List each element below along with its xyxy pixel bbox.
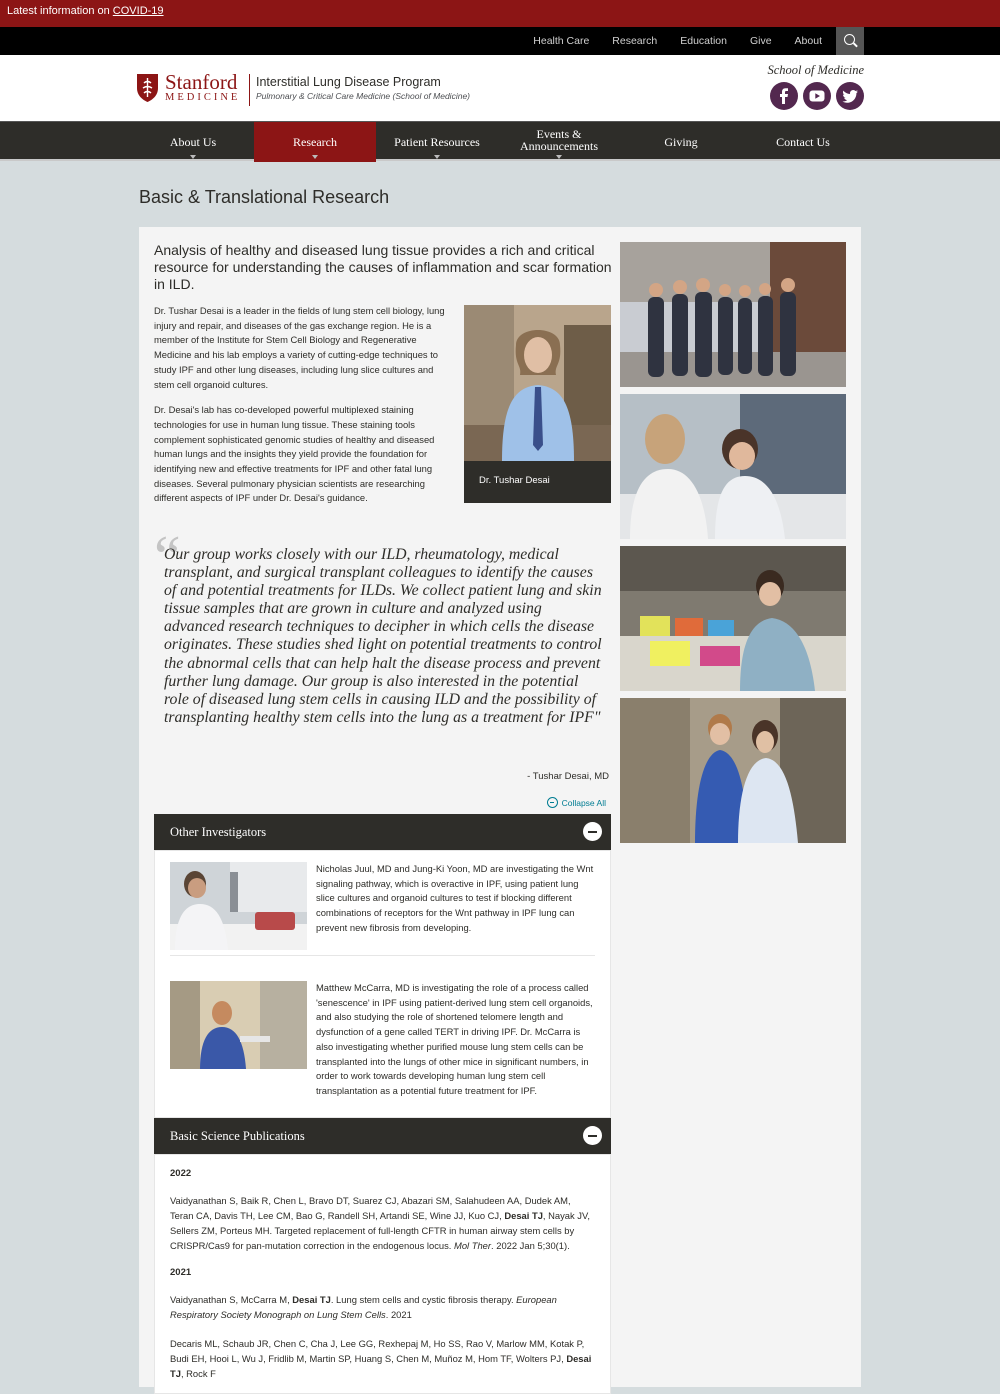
nav-contact-us[interactable] — [742, 122, 864, 162]
twitter-icon[interactable] — [836, 82, 864, 110]
collapse-icon — [547, 797, 558, 808]
nav-events-announcements[interactable] — [498, 122, 620, 162]
utility-link-health-care[interactable]: Health Care — [533, 35, 590, 47]
pub-title: . Lung stem cells and cystic fibrosis therapy. — [330, 1294, 517, 1305]
lead-paragraph: Analysis of healthy and diseased lung tissue provides a rich and critical resource for understanding the causes of inflammation and scar formation in ILD. — [154, 242, 612, 292]
minus-circle-icon[interactable] — [583, 1126, 602, 1145]
caret-down-icon — [312, 155, 318, 159]
main-nav — [0, 121, 1000, 161]
utility-link-about[interactable]: About — [794, 35, 822, 47]
pub-authors: Vaidyanathan S, Baik R, Chen L, Bravo DT, Suarez CJ, Abazari SM, Salahudeen AA, Dudek AM, Teran CA, Davis TH, Lee CM, Bao G, Randell SH, Artandi SE, Wine JJ, Kuo CJ, — [170, 1195, 571, 1221]
desai-portrait-photo — [464, 305, 611, 461]
utility-link-research[interactable]: Research — [612, 35, 658, 47]
pull-quote: Our group works closely with our ILD, rheumatology, medical transplant, and surgical transplant colleagues to identify the causes of and potential treatments for ILDs. We collect patient lung and skin tissue samples that are grown in culture and analyzed using advanced research techniques to decipher in which cells the disease originates. These studies shed light on potential treatments to control the abnormal cells that can help halt the disease process and prevent further lung damage. Our group is also interested in the potential role of diseased lung stem cells in causing ILD and the possibility of transplanting healthy stem cells into the lung as a treatment for IPF" — [164, 546, 602, 726]
publication-entry — [170, 1193, 595, 1253]
page-title: Basic & Translational Research — [139, 187, 390, 207]
publication-entry — [170, 1336, 595, 1381]
intro-text — [154, 304, 454, 517]
lab-discussion-photo — [620, 698, 846, 843]
pub-authors: Decaris ML, Schaub JR, Chen C, Cha J, Lee GG, Rexhepaj M, Ho SS, Rao V, Marlow MM, Kotak P, Budi EH, Hooi L, Wu J, Fridlib M, Martin SP, Huang S, Chen M, Muñoz M, Hom TF, Wolters PJ, — [170, 1338, 585, 1364]
publication-year: 2021 — [170, 1267, 192, 1278]
social-links — [770, 82, 864, 110]
intro-paragraph-1: Dr. Tushar Desai is a leader in the fields of lung stem cell biology, lung injury and repair, and diseases of the gas exchange region. He is a member of the Institute for Stem Cell Biology and Regenerative Medicine and his lab employs a variety of cutting-edge techniques to study IPF and other lung diseases, including lung slice cultures and stem cell organoid cultures. — [154, 305, 445, 390]
divider — [170, 955, 595, 956]
nav-label: Contact Us — [776, 135, 830, 149]
stanford-shield-icon — [136, 73, 159, 103]
covid-link[interactable]: COVID-19 — [112, 5, 164, 17]
pub-author-highlight: Desai TJ — [292, 1294, 331, 1305]
caret-down-icon — [556, 155, 562, 159]
lab-bench-photo — [620, 546, 846, 691]
alert-bar — [0, 0, 1000, 27]
pub-citation: . 2022 Jan 5;30(1). — [491, 1240, 570, 1251]
nav-research[interactable] — [254, 122, 376, 162]
intro-paragraph-2: Dr. Desai's lab has co-developed powerful multiplexed staining technologies for use in human lung tissue. These staining tools complement sophisticated genomic studies of healthy and diseased human lungs and the insights they yield provide the foundation for identifying new and effective treatments for IPF and other fatal lung diseases. Several pulmonary physician scientists are researching different aspects of IPF under Dr. Desai's guidance. — [154, 404, 435, 504]
accordion-header-other-investigators[interactable] — [154, 814, 611, 850]
utility-link-education[interactable]: Education — [680, 35, 727, 47]
accordion-title: Other Investigators — [170, 825, 267, 839]
portrait-figure — [464, 305, 611, 503]
lab-group-photo — [620, 242, 846, 387]
content-card — [139, 227, 861, 1387]
nav-about-us[interactable] — [132, 122, 254, 162]
utility-link-give[interactable]: Give — [749, 35, 772, 47]
content-area — [0, 161, 1000, 1379]
nav-giving[interactable] — [620, 122, 742, 162]
logo-divider — [249, 74, 250, 106]
program-subtitle: Pulmonary & Critical Care Medicine (School of Medicine) — [256, 91, 470, 101]
publication-year: 2022 — [170, 1168, 192, 1179]
collapse-all-button[interactable] — [547, 797, 606, 808]
investigator-description: Matthew McCarra, MD is investigating the role of a process called 'senescence' in IPF using patient-derived lung stem cell organoids, and also studying the role of shortened telomere length and dysfunction of a gene called TERT in driving IPF. Dr. McCarra is also investigating whether purified mouse lung stem cells can be transplanted into the lungs of other mice in significant numbers, in order to work towards developing human lung stem cell transplantation as a potential future treatment for IPF. — [316, 982, 593, 1096]
nav-patient-resources[interactable] — [376, 122, 498, 162]
pub-journal: Mol Ther — [454, 1240, 492, 1251]
quote-attribution: - Tushar Desai, MD — [527, 771, 609, 782]
accordion-body-publications — [154, 1154, 611, 1394]
investigator-photo — [170, 862, 307, 950]
school-of-medicine-link[interactable]: School of Medicine — [767, 63, 864, 77]
utility-nav — [0, 27, 1000, 55]
nav-label: Giving — [664, 135, 698, 149]
search-icon[interactable] — [836, 27, 864, 55]
caret-down-icon — [190, 155, 196, 159]
site-logo[interactable] — [136, 72, 470, 106]
accordion-body-other-investigators — [154, 850, 611, 1118]
accordion-header-publications[interactable] — [154, 1118, 611, 1154]
pub-author-highlight: Desai TJ — [170, 1353, 592, 1379]
wordmark-stanford: Stanford — [165, 70, 238, 94]
minus-circle-icon[interactable] — [583, 822, 602, 841]
pub-authors: Vaidyanathan S, McCarra M, — [170, 1294, 293, 1305]
quote-mark-icon: “ — [154, 524, 181, 590]
wordmark-medicine: MEDICINE — [165, 92, 241, 103]
portrait-caption: Dr. Tushar Desai — [479, 475, 550, 486]
nav-label: Patient Resources — [394, 135, 480, 149]
pub-title: , Nayak JV, Sellers ZM, Porteus MH. Targeted replacement of full-length CFTR in human airway stem cells by CRISPR/Cas9 for pan-mutation correction in the endogenous locus. — [170, 1210, 590, 1251]
program-title: Interstitial Lung Disease Program — [256, 75, 441, 89]
wordmark — [165, 72, 245, 104]
pub-title: , Rock F — [180, 1368, 216, 1379]
pub-journal: European Respiratory Society Monograph on Lung Stem Cells — [170, 1294, 557, 1320]
facebook-icon[interactable] — [770, 82, 798, 110]
pub-citation: . 2021 — [385, 1309, 412, 1320]
investigator-photo — [170, 981, 307, 1069]
nav-label: About Us — [169, 135, 217, 149]
investigator-description: Nicholas Juul, MD and Jung-Ki Yoon, MD are investigating the Wnt signaling pathway, which is overactive in IPF, using patient lung slice cultures and organoid cultures to test if blocking different combinations of receptors for the Wnt pathway in IPF lung can prevent new fibrosis from developing. — [316, 863, 594, 933]
alert-text: Latest information on — [7, 5, 113, 17]
nav-label: Research — [293, 135, 337, 149]
youtube-icon[interactable] — [803, 82, 831, 110]
publication-entry — [170, 1292, 595, 1322]
accordion-title: Basic Science Publications — [170, 1129, 305, 1143]
lab-work-photo — [620, 394, 846, 539]
caret-down-icon — [434, 155, 440, 159]
nav-label: Events & Announcements — [520, 127, 598, 153]
collapse-all-label: Collapse All — [561, 797, 606, 808]
pub-author-highlight: Desai TJ — [504, 1210, 543, 1221]
brand-bar — [0, 55, 1000, 121]
